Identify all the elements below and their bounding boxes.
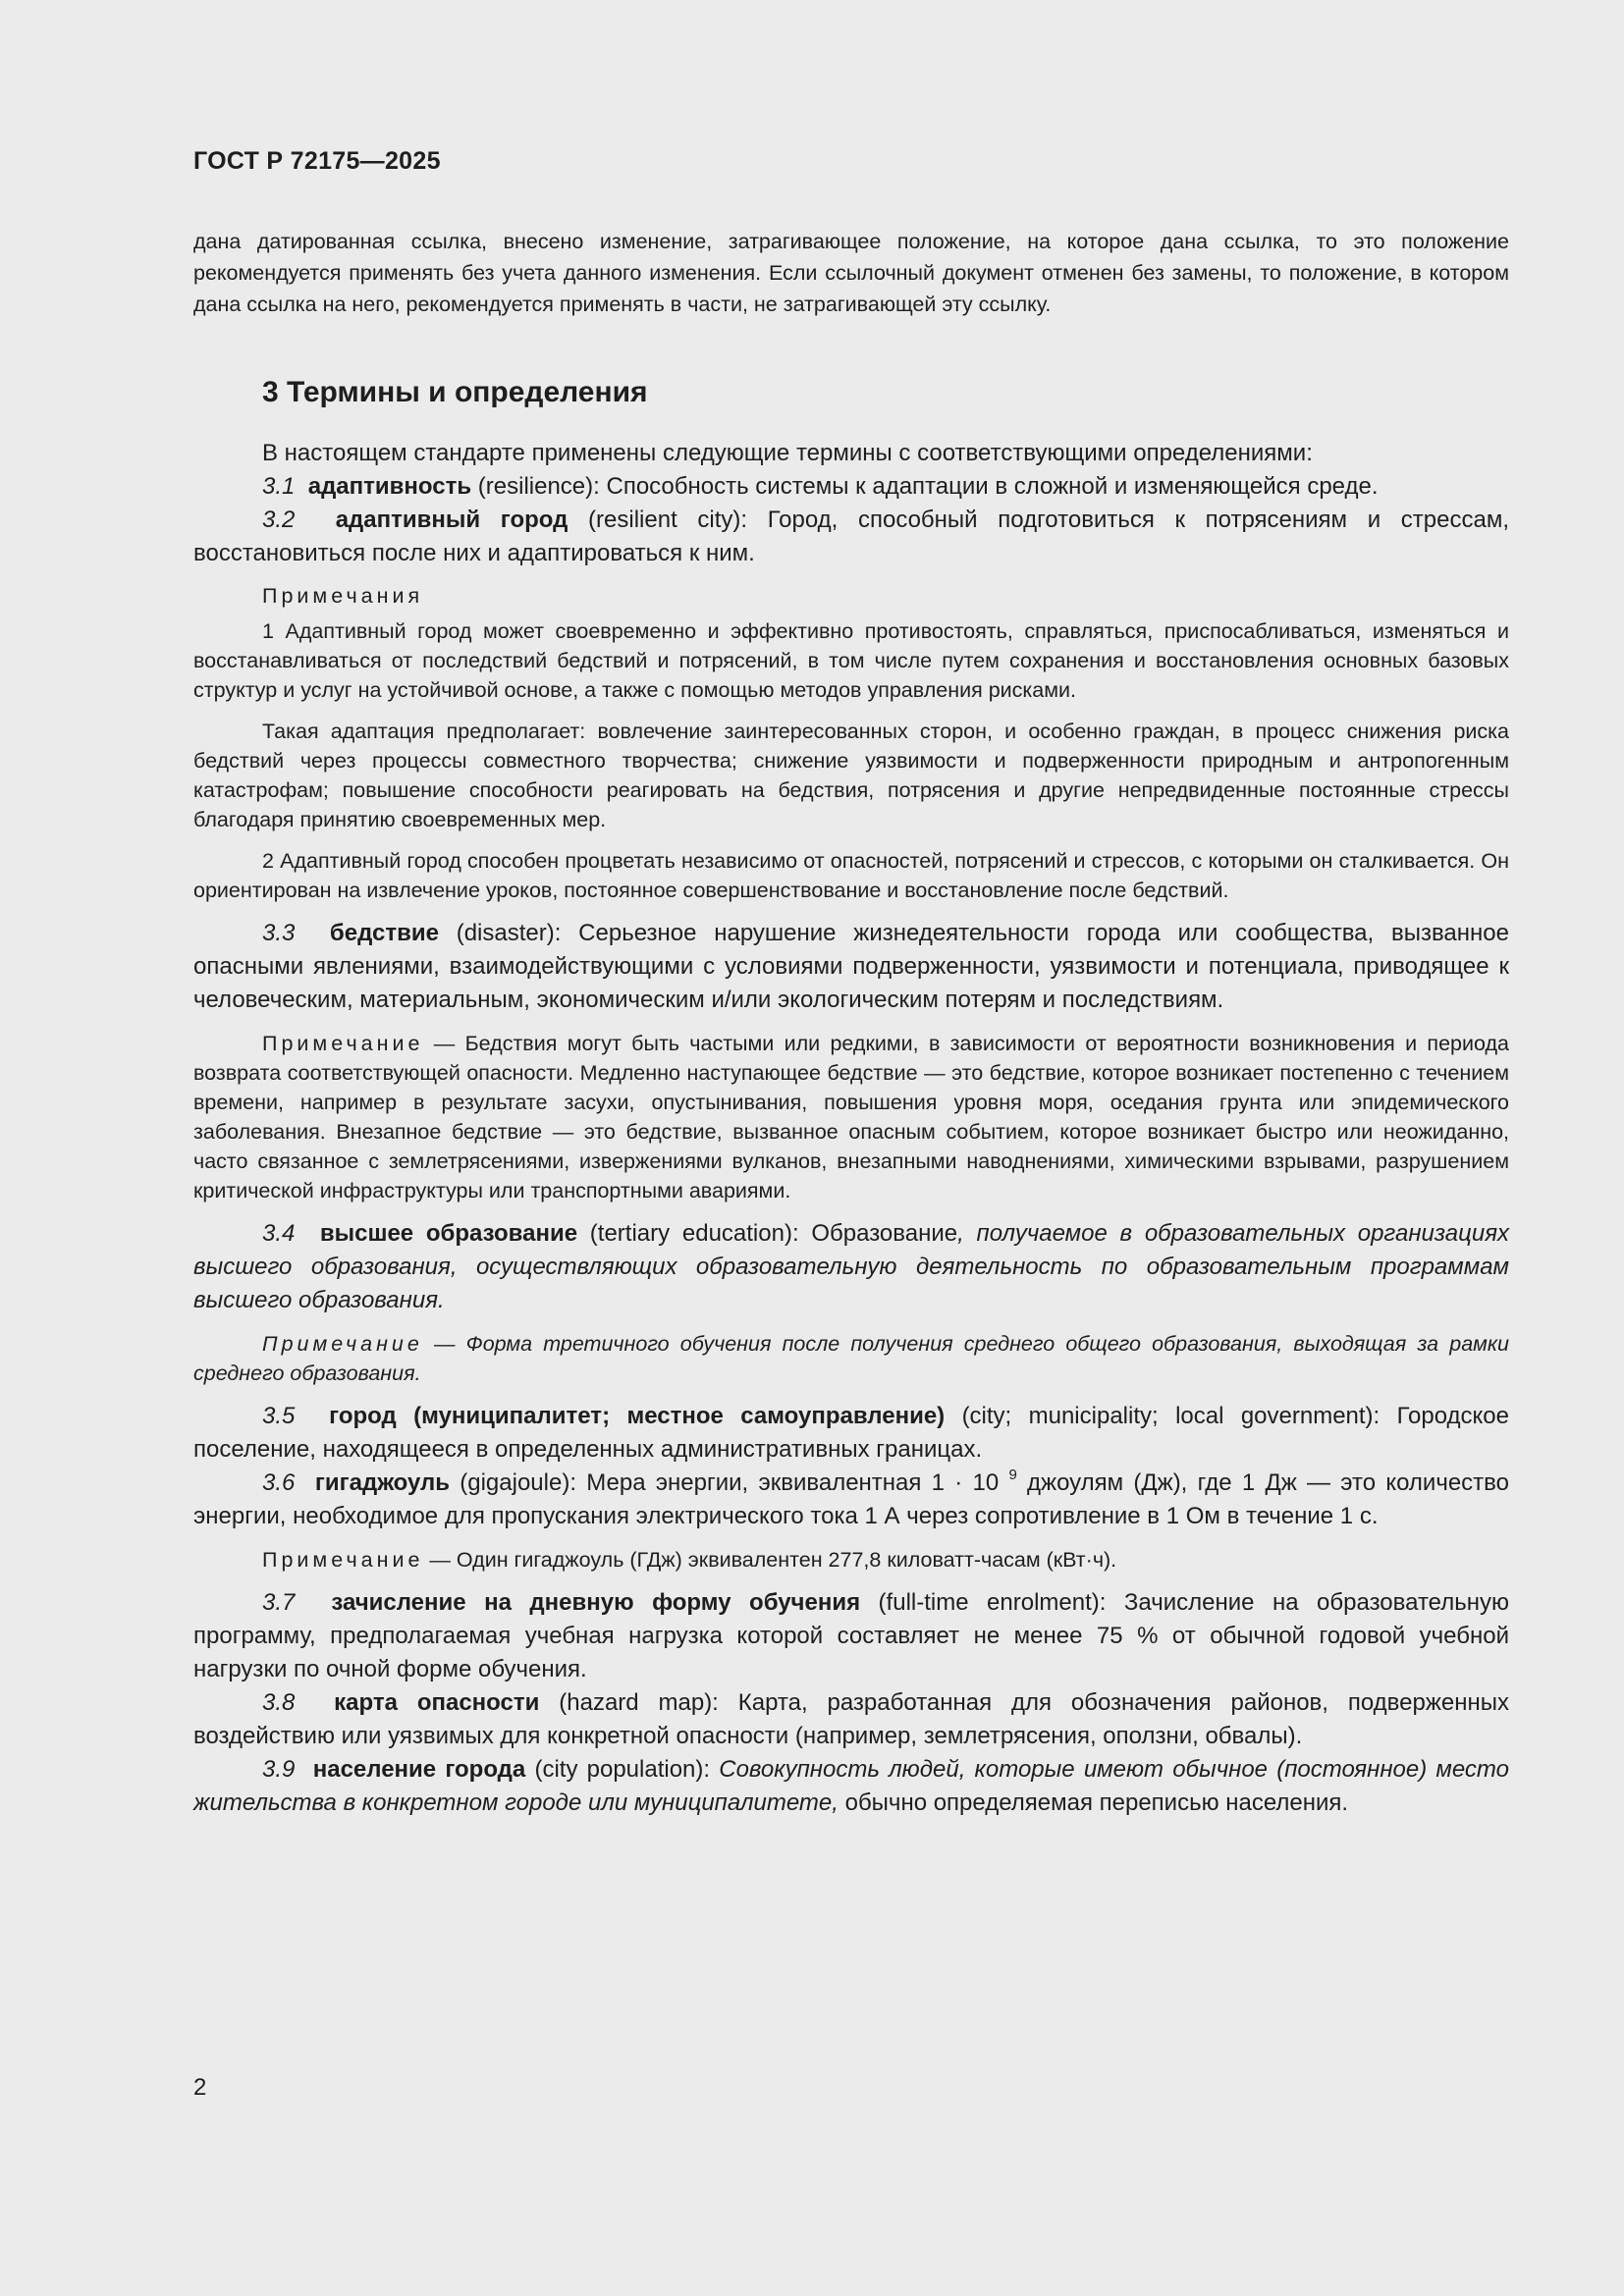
term-3-4 bbox=[193, 1217, 1509, 1317]
term-english: (resilience): bbox=[471, 473, 607, 500]
term-3-7 bbox=[193, 1586, 1509, 1686]
note-3-6 bbox=[193, 1545, 1509, 1575]
term-3-5 bbox=[193, 1400, 1509, 1467]
term-name: карта опасности bbox=[334, 1689, 540, 1716]
term-definition-italic: Совокупность людей, которые имеют обычное (постоянное) место жительства в конкретном городе или муниципалитете, bbox=[193, 1756, 1509, 1816]
section-lead: В настоящем стандарте применены следующие термины с соответствующими определениями: bbox=[262, 440, 1313, 466]
term-definition-italic: , получаемое в образовательных организациях высшего образования, осуществляющих образовательную деятельность по образовательным программам высшего образования. bbox=[193, 1220, 1510, 1313]
term-definition-cont: джоулям (Дж), где 1 Дж — это количество энергии, необходимое для пропускания электрического тока 1 А через сопротивление в 1 Ом в течение 1 с. bbox=[193, 1469, 1509, 1529]
note-text: — Бедствия могут быть частыми или редкими, в зависимости от вероятности возникновения и периода возврата соответствующей опасности. Медленно наступающее бедствие — это бедствие, которое возникает постепенно с течением времени, например в результате засухи, опустынивания, повышения уровня моря, оседания грунта или эпидемического заболевания. Внезапное бедствие — это бедствие, вызванное опасным событием, которое возникает быстро или неожиданно, часто связанное с землетрясениями, извержениями вулканов, внезапными наводнениями, химическими взрывами, разрушением критической инфраструктуры или транспортными авариями. bbox=[193, 1032, 1509, 1202]
term-number: 3.1 bbox=[262, 473, 296, 500]
intro-paragraph: дана датированная ссылка, внесено изменение, затрагивающее положение, на которое дана ссылка, то это положение рекомендуется применять без учета данного изменения. Если ссылочный документ отменен без замены, то положение, в котором дана ссылка на него, рекомендуется применять в части, не затрагивающей эту ссылку. bbox=[193, 230, 1509, 316]
term-definition: Городское поселение, находящееся в определенных административных границах. bbox=[193, 1403, 1509, 1463]
term-3-9 bbox=[193, 1753, 1509, 1820]
term-name: гигаджоуль bbox=[314, 1469, 450, 1496]
term-english: (tertiary education): bbox=[577, 1220, 812, 1247]
intro-text-block bbox=[193, 226, 1509, 320]
term-definition: обычно определяемая переписью населения. bbox=[838, 1789, 1349, 1816]
term-3-3 bbox=[193, 917, 1509, 1017]
term-definition: Серьезное нарушение жизнедеятельности города или сообщества, вызванное опасными явлениями, взаимодействующими с условиями подверженности, уязвимости и потенциала, приводящее к человеческим, материальным, экономическим и/или экологическим потерям и последствиям. bbox=[193, 920, 1509, 1013]
term-english: (hazard map): bbox=[539, 1689, 738, 1716]
term-definition: Образование bbox=[811, 1220, 958, 1247]
term-english: (city population): bbox=[525, 1756, 720, 1783]
term-name: население города bbox=[312, 1756, 526, 1783]
term-number: 3.3 bbox=[262, 920, 296, 946]
note-3-3 bbox=[193, 1029, 1509, 1205]
term-name: адаптивный город bbox=[335, 507, 568, 533]
term-number: 3.6 bbox=[262, 1469, 296, 1496]
term-english: (disaster): bbox=[438, 920, 579, 946]
note-3-2-1b: Такая адаптация предполагает: вовлечение заинтересованных сторон, и особенно граждан, в процесс снижения риска бедствий через процессы совместного творчества; снижение уязвимости и подверженности природным и антропогенным катастрофам; повышение способности реагировать на бедствия, потрясения и другие непредвиденные постоянные стрессы благодаря принятию своевременных мер. bbox=[193, 720, 1509, 831]
note-3-2-2: 2 Адаптивный город способен процветать независимо от опасностей, потрясений и стрессов, с которыми он сталкивается. Он ориентирован на извлечение уроков, постоянное совершенствование и восстановление после бедствий. bbox=[193, 849, 1509, 902]
page-number: 2 bbox=[193, 2074, 207, 2101]
exponent: 9 bbox=[1008, 1467, 1017, 1483]
term-definition: Зачисление на образовательную программу, предполагаемая учебная нагрузка которой составляет не менее 75 % от обычной годовой учебной нагрузки по очной форме обучения. bbox=[193, 1589, 1509, 1682]
document-code: ГОСТ Р 72175—2025 bbox=[193, 147, 441, 175]
note-3-4 bbox=[193, 1329, 1509, 1388]
term-definition: Способность системы к адаптации в сложной и изменяющейся среде. bbox=[606, 473, 1379, 500]
term-name: адаптивность bbox=[307, 473, 472, 500]
term-english: (full-time enrolment): bbox=[860, 1589, 1124, 1616]
term-number: 3.2 bbox=[262, 507, 296, 533]
term-3-1 bbox=[193, 470, 1509, 504]
term-number: 3.8 bbox=[262, 1689, 296, 1716]
note-label: Примечание bbox=[262, 1332, 423, 1356]
term-3-8 bbox=[193, 1686, 1509, 1753]
term-3-6 bbox=[193, 1467, 1509, 1533]
term-name: город (муниципалитет; местное самоуправление) bbox=[329, 1403, 946, 1429]
section-heading: 3 Термины и определения bbox=[262, 376, 648, 408]
term-definition: Карта, разработанная для обозначения районов, подверженных воздействию или уязвимых для конкретной опасности (например, землетрясения, оползни, обвалы). bbox=[193, 1689, 1509, 1749]
note-label: Примечание bbox=[262, 1548, 424, 1572]
note-text: — Форма третичного обучения после получения среднего общего образования, выходящая за рамки среднего образования. bbox=[193, 1332, 1509, 1385]
term-number: 3.5 bbox=[262, 1403, 296, 1429]
term-name: зачисление на дневную форму обучения bbox=[331, 1589, 861, 1616]
term-number: 3.9 bbox=[262, 1756, 296, 1783]
term-definition: Город, способный подготовиться к потрясениям и стрессам, восстановиться после них и адаптироваться к ним. bbox=[193, 507, 1509, 566]
note-3-2-1: 1 Адаптивный город может своевременно и эффективно противостоять, справляться, приспосабливаться, изменяться и восстанавливаться от последствий бедствий и потрясений, в том числе путем сохранения и восстановления основных базовых структур и услуг на устойчивой основе, а также с помощью методов управления рисками. bbox=[193, 619, 1509, 702]
term-3-2 bbox=[193, 504, 1509, 570]
term-name: бедствие bbox=[329, 920, 439, 946]
term-name: высшее образование bbox=[319, 1220, 578, 1247]
term-number: 3.7 bbox=[262, 1589, 296, 1616]
note-text: — Один гигаджоуль (ГДж) эквивалентен 277,8 киловатт-часам (кВт·ч). bbox=[423, 1548, 1117, 1572]
section-terms bbox=[193, 366, 1509, 1820]
term-number: 3.4 bbox=[262, 1220, 296, 1247]
note-label: Примечание bbox=[262, 1032, 424, 1055]
term-english: (resilient city): bbox=[568, 507, 768, 533]
term-english: (gigajoule): bbox=[450, 1469, 587, 1496]
term-english: (city; municipality; local government): bbox=[945, 1403, 1397, 1429]
term-definition: Мера энергии, эквивалентная 1 · 10 bbox=[586, 1469, 1009, 1496]
notes-heading: Примечания bbox=[262, 584, 424, 608]
